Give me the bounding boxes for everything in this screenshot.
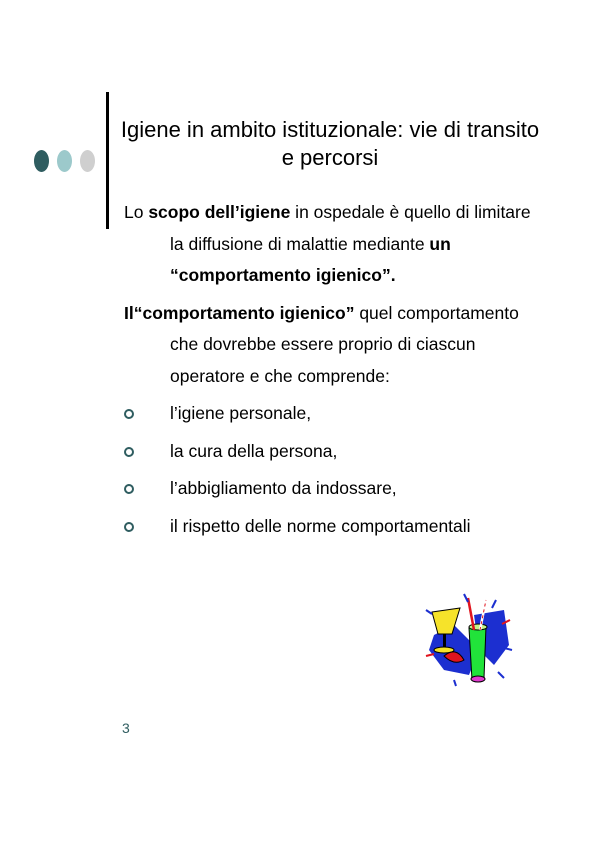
bullet-text: l’abbigliamento da indossare, — [170, 478, 397, 498]
bullet-text: la cura della persona, — [170, 440, 338, 461]
dot-gray-icon — [80, 150, 95, 172]
paragraph-scope — [124, 197, 544, 292]
slide-title: Igiene in ambito istituzionale: vie di transito e percorsi — [120, 117, 540, 170]
title-divider — [106, 92, 109, 229]
para2-bold1: Il“comportamento igienico” — [124, 302, 355, 323]
list-item — [124, 398, 544, 430]
dot-light-icon — [57, 150, 72, 172]
drinks-clipart-icon — [424, 590, 514, 690]
dot-dark-icon — [34, 150, 49, 172]
page-number: 3 — [122, 720, 130, 736]
circle-bullet-icon — [124, 409, 134, 419]
bullet-list — [124, 398, 544, 542]
circle-bullet-icon — [124, 484, 134, 494]
list-item — [124, 473, 544, 505]
slide-body — [124, 197, 544, 548]
circle-bullet-icon — [124, 447, 134, 457]
list-item — [124, 511, 544, 543]
para1-text2: in ospedale è quello di limitare la diffusione di malattie mediante — [170, 202, 531, 254]
para1-text1: Lo — [124, 202, 149, 222]
decorative-dots — [34, 150, 95, 172]
para1-bold2: un “comportamento igienico”. — [170, 233, 451, 285]
bullet-text: l’igiene personale, — [170, 403, 312, 423]
circle-bullet-icon — [124, 522, 134, 532]
bullet-text: il rispetto delle norme comportamentali — [170, 515, 471, 536]
para1-bold1: scopo dell’igiene — [148, 202, 291, 222]
paragraph-behavior — [124, 298, 544, 393]
list-item — [124, 436, 544, 468]
para2-text1: quel comportamento che dovrebbe essere proprio di ciascun operatore e che comprende: — [170, 302, 519, 386]
